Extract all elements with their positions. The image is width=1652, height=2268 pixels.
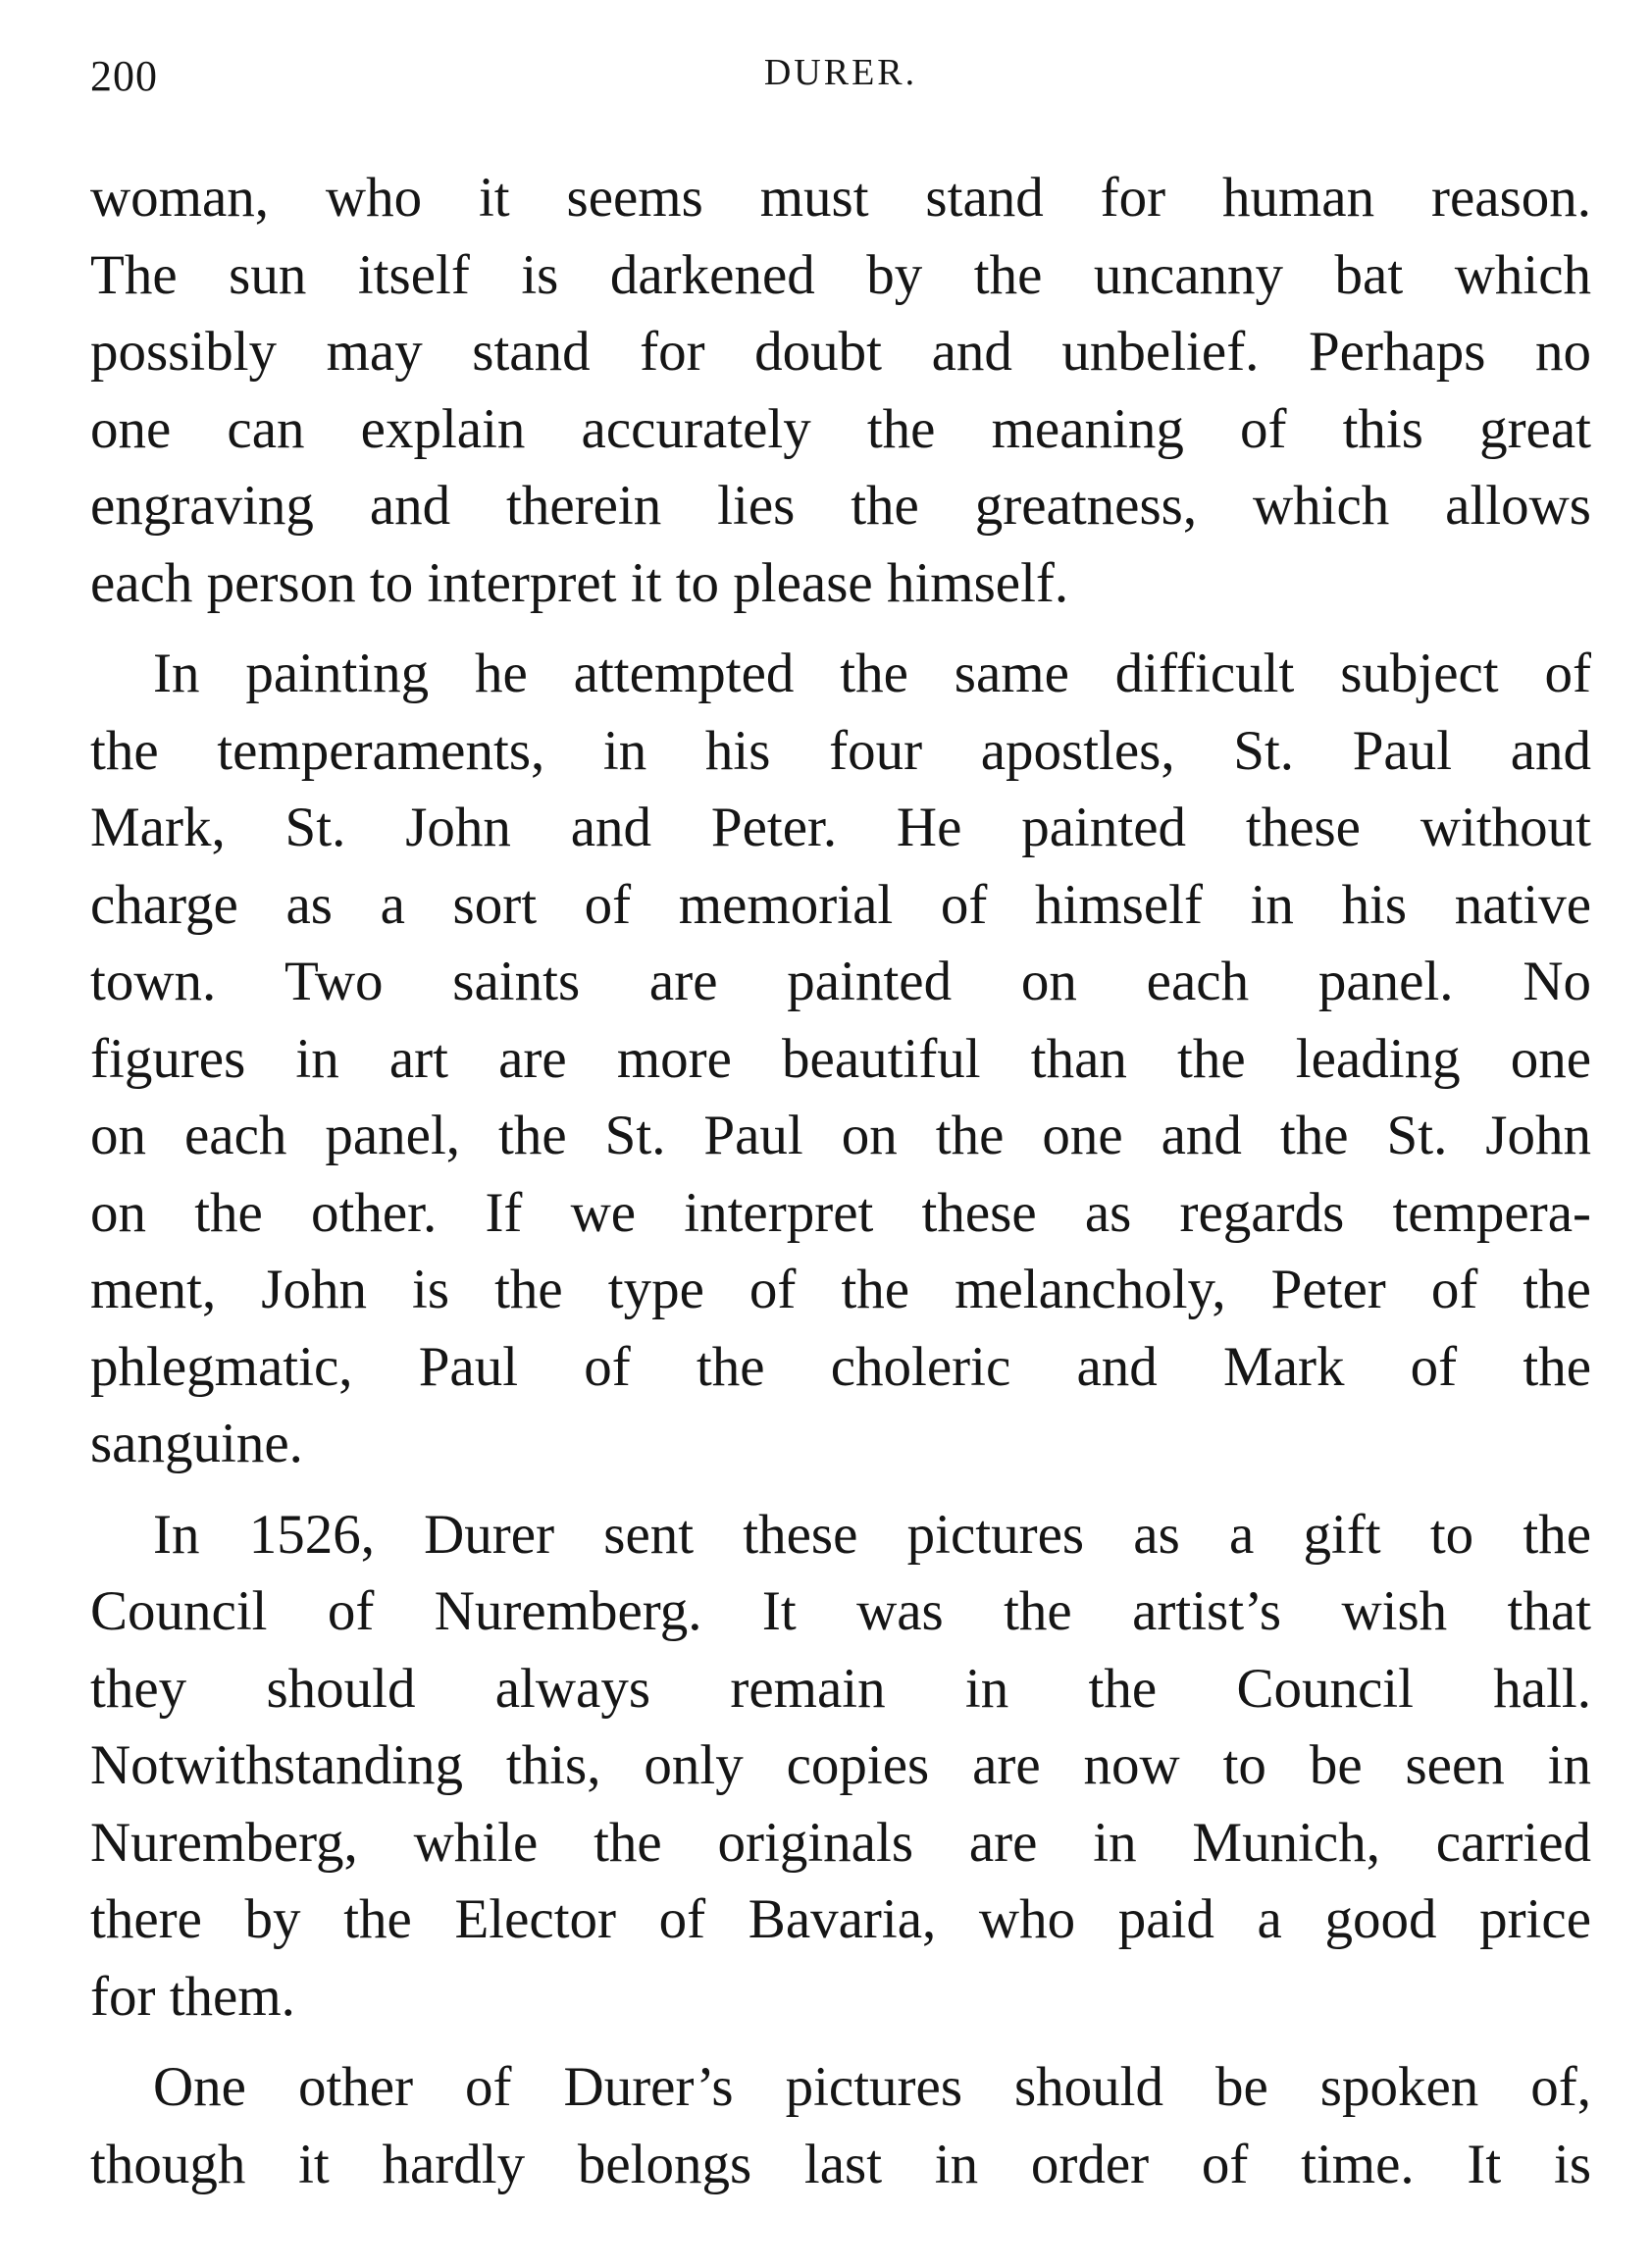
text-line: on the other. If we interpret these as regards tempera- bbox=[90, 1181, 1591, 1244]
text-line: Council of Nuremberg. It was the artist’s wish that bbox=[90, 1580, 1591, 1642]
text-line: woman, who it seems must stand for human reason. bbox=[90, 167, 1591, 229]
text-line: one can explain accurately the meaning of this great bbox=[90, 397, 1591, 460]
text-line: though it hardly belongs last in order of time. It is bbox=[90, 2133, 1591, 2195]
page-number: 200 bbox=[90, 52, 158, 100]
text-line: In 1526, Durer sent these pictures as a gift to the bbox=[153, 1503, 1591, 1566]
paragraph-gap bbox=[90, 622, 1591, 636]
paragraph-gap bbox=[90, 1483, 1591, 1497]
paragraph-gap bbox=[90, 2036, 1591, 2049]
paragraph bbox=[90, 160, 1591, 622]
text-line: on each panel, the St. Paul on the one and the St. John bbox=[90, 1105, 1591, 1166]
text-line: sanguine. bbox=[90, 1413, 303, 1474]
text-line: there by the Elector of Bavaria, who paid a good price bbox=[90, 1888, 1591, 1950]
text-line: Mark, St. John and Peter. He painted these without bbox=[90, 797, 1591, 858]
text-line: ment, John is the type of the melancholy, Peter of the bbox=[90, 1259, 1591, 1320]
text-line: for them. bbox=[90, 1965, 295, 2028]
text-line: figures in art are more beautiful than the leading one bbox=[90, 1027, 1591, 1090]
text-line: Notwithstanding this, only copies are now to be seen in bbox=[90, 1734, 1591, 1796]
running-head bbox=[90, 51, 1591, 110]
running-title: DURER. bbox=[763, 52, 918, 93]
text-line: possibly may stand for doubt and unbelief. Perhaps no bbox=[90, 321, 1591, 383]
text-line: One other of Durer’s pictures should be spoken of, bbox=[153, 2056, 1591, 2118]
text-line: each person to interpret it to please himself. bbox=[90, 551, 1069, 614]
text-line: Nuremberg, while the originals are in Munich, carried bbox=[90, 1811, 1591, 1874]
paragraph bbox=[90, 1497, 1591, 2036]
text-line: engraving and therein lies the greatness, which allows bbox=[90, 475, 1591, 537]
paragraph bbox=[90, 2049, 1591, 2203]
text-line: The sun itself is darkened by the uncanny bat which bbox=[90, 243, 1591, 306]
text-line: the temperaments, in his four apostles, St. Paul and bbox=[90, 719, 1591, 782]
text-line: In painting he attempted the same difficult subject of bbox=[153, 643, 1591, 704]
text-line: they should always remain in the Council hall. bbox=[90, 1657, 1591, 1720]
text-line: charge as a sort of memorial of himself in his native bbox=[90, 873, 1591, 936]
body-text bbox=[90, 160, 1591, 2203]
paragraph bbox=[90, 636, 1591, 1483]
text-line: phlegmatic, Paul of the choleric and Mark of the bbox=[90, 1335, 1591, 1398]
text-line: town. Two saints are painted on each panel. No bbox=[90, 951, 1591, 1012]
